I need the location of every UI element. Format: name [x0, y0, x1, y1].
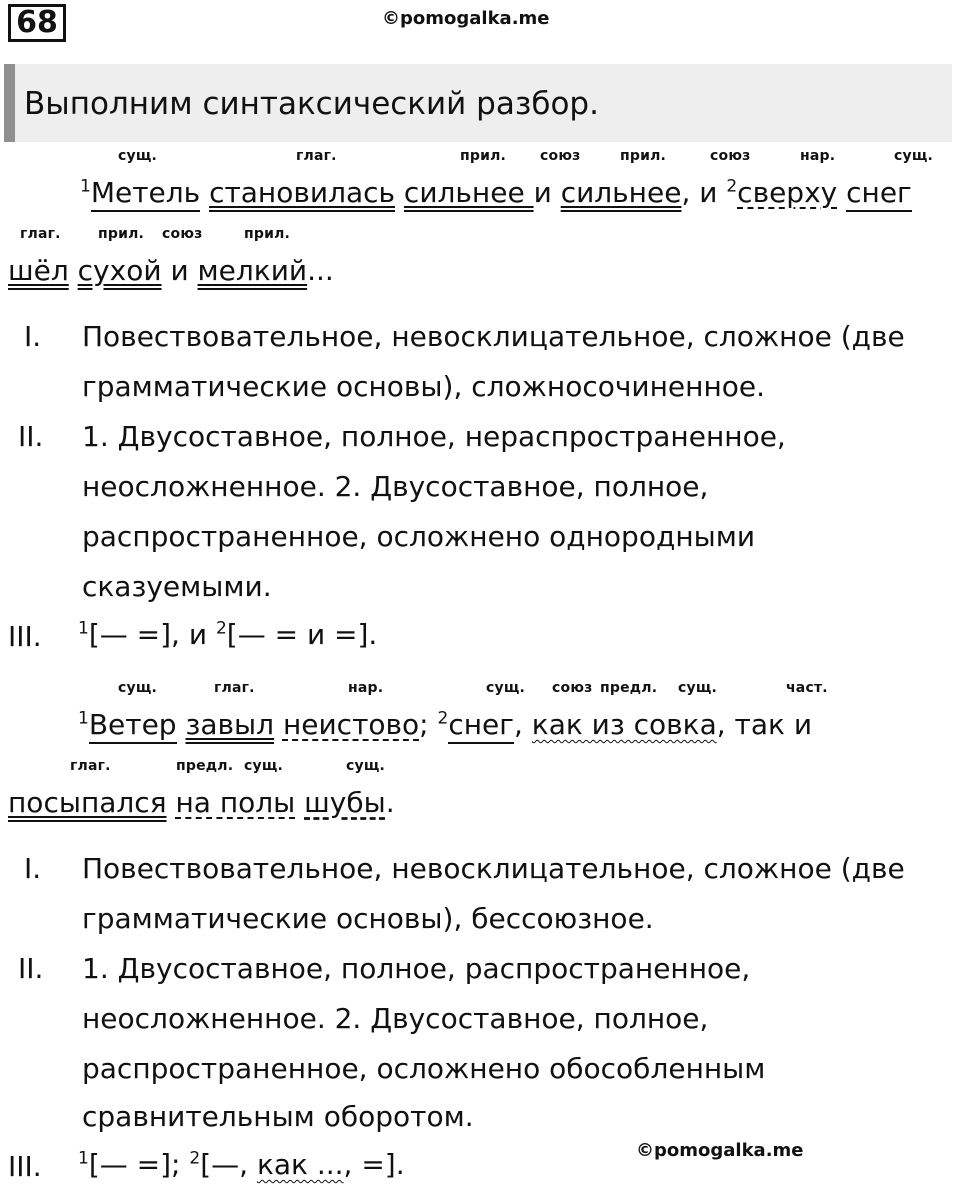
pos-label: сущ. [346, 758, 386, 774]
subject-word: Метель [91, 176, 200, 212]
pos-label: сущ. [486, 680, 526, 696]
clause-number: 2 [726, 176, 738, 197]
subject-word: снег [448, 708, 514, 744]
pos-label: предл. [176, 758, 234, 774]
analysis-text: 1. Двусоставное, полное, нераспространенное, [82, 420, 786, 453]
pos-label: союз [162, 226, 203, 242]
analysis-text: Повествовательное, невосклицательное, сложное (две [82, 852, 905, 885]
scheme-part: [— =], и [88, 618, 216, 651]
conjunction: и [533, 176, 552, 209]
predicate-word: сухой [77, 254, 162, 287]
analysis-text: неосложненное. 2. Двусоставное, полное, [82, 1002, 709, 1035]
clause-number: 2 [215, 618, 227, 639]
punct: ; [419, 708, 438, 741]
predicate-word: шёл [8, 254, 69, 287]
circumstance-word: сверху [737, 176, 838, 209]
pos-label: прил. [244, 226, 291, 242]
roman-label: II. [18, 420, 44, 453]
clause-number: 1 [78, 618, 89, 639]
pos-label: сущ. [118, 148, 158, 164]
analysis-text: распространенное, осложнено однородными [82, 520, 756, 553]
clause-number: 2 [437, 708, 449, 729]
conjunction: и [170, 254, 189, 287]
clause-number: 1 [78, 708, 89, 729]
predicate-word: сильнее [403, 176, 534, 209]
analysis-text: распространенное, осложнено обособленным [82, 1052, 766, 1085]
pos-label: союз [710, 148, 751, 164]
analysis-text: Повествовательное, невосклицательное, сложное (две [82, 320, 905, 353]
pos-label: союз [552, 680, 593, 696]
roman-label: I. [24, 852, 42, 885]
scheme-comparative: как ... [256, 1148, 344, 1181]
subject-word: снег [846, 176, 912, 212]
pos-label: нар. [348, 680, 384, 696]
pos-label: сущ. [894, 148, 934, 164]
scheme-part: [—, [200, 1148, 257, 1181]
watermark-top: ©pomogalka.me [382, 8, 550, 29]
pos-label: нар. [800, 148, 836, 164]
pos-label: глаг. [214, 680, 255, 696]
pos-label: сущ. [244, 758, 284, 774]
circumstance-word: на полы [175, 786, 296, 819]
punct: ... [307, 254, 334, 287]
predicate-word: мелкий [197, 254, 308, 287]
roman-label: II. [18, 952, 44, 985]
pos-label: глаг. [296, 148, 337, 164]
pos-label: предл. [600, 680, 658, 696]
analysis-text: грамматические основы), сложносочиненное. [82, 370, 766, 403]
banner-title: Выполним синтаксический разбор. [24, 86, 599, 122]
scheme-part: , =]. [343, 1148, 405, 1181]
watermark-bottom: ©pomogalka.me [636, 1140, 804, 1161]
punct: , [513, 708, 532, 741]
scheme-part: [— = и =]. [226, 618, 378, 651]
analysis-text: сравнительным оборотом. [82, 1100, 474, 1133]
object-word: шубы [304, 786, 386, 819]
clause-number: 2 [189, 1148, 201, 1169]
predicate-word: сильнее [560, 176, 682, 209]
comparative-phrase: как из совка [531, 708, 717, 741]
s2-line2 [8, 786, 395, 820]
predicate-word: становилась [209, 176, 396, 209]
s1-line1 [80, 176, 912, 210]
scheme [78, 1148, 405, 1182]
roman-label: III. [8, 620, 42, 653]
pos-label: союз [540, 148, 581, 164]
pos-label: глаг. [20, 226, 61, 242]
pos-label: прил. [620, 148, 667, 164]
roman-label: I. [24, 320, 42, 353]
analysis-text: грамматические основы), бессоюзное. [82, 902, 654, 935]
roman-label: III. [8, 1150, 42, 1183]
analysis-text: 1. Двусоставное, полное, распространенное, [82, 952, 751, 985]
clause-number: 1 [78, 1148, 89, 1169]
analysis-text: сказуемыми. [82, 570, 272, 603]
pos-label: част. [786, 680, 828, 696]
circumstance-word: неистово [282, 708, 420, 741]
pos-label: сущ. [678, 680, 718, 696]
punct: , так и [716, 708, 813, 741]
scheme [78, 618, 377, 652]
punct: , и [681, 176, 718, 209]
clause-number: 1 [80, 176, 91, 197]
predicate-word: посыпался [8, 786, 167, 819]
scheme-part: [— =]; [88, 1148, 190, 1181]
pos-label: глаг. [70, 758, 111, 774]
analysis-text: неосложненное. 2. Двусоставное, полное, [82, 470, 709, 503]
pos-label: сущ. [118, 680, 158, 696]
pos-label: прил. [98, 226, 145, 242]
s2-line1 [78, 708, 812, 742]
exercise-number: 68 [8, 4, 66, 42]
punct: . [385, 786, 395, 819]
s1-line2 [8, 254, 334, 288]
predicate-word: завыл [185, 708, 275, 741]
pos-label: прил. [460, 148, 507, 164]
subject-word: Ветер [89, 708, 177, 744]
